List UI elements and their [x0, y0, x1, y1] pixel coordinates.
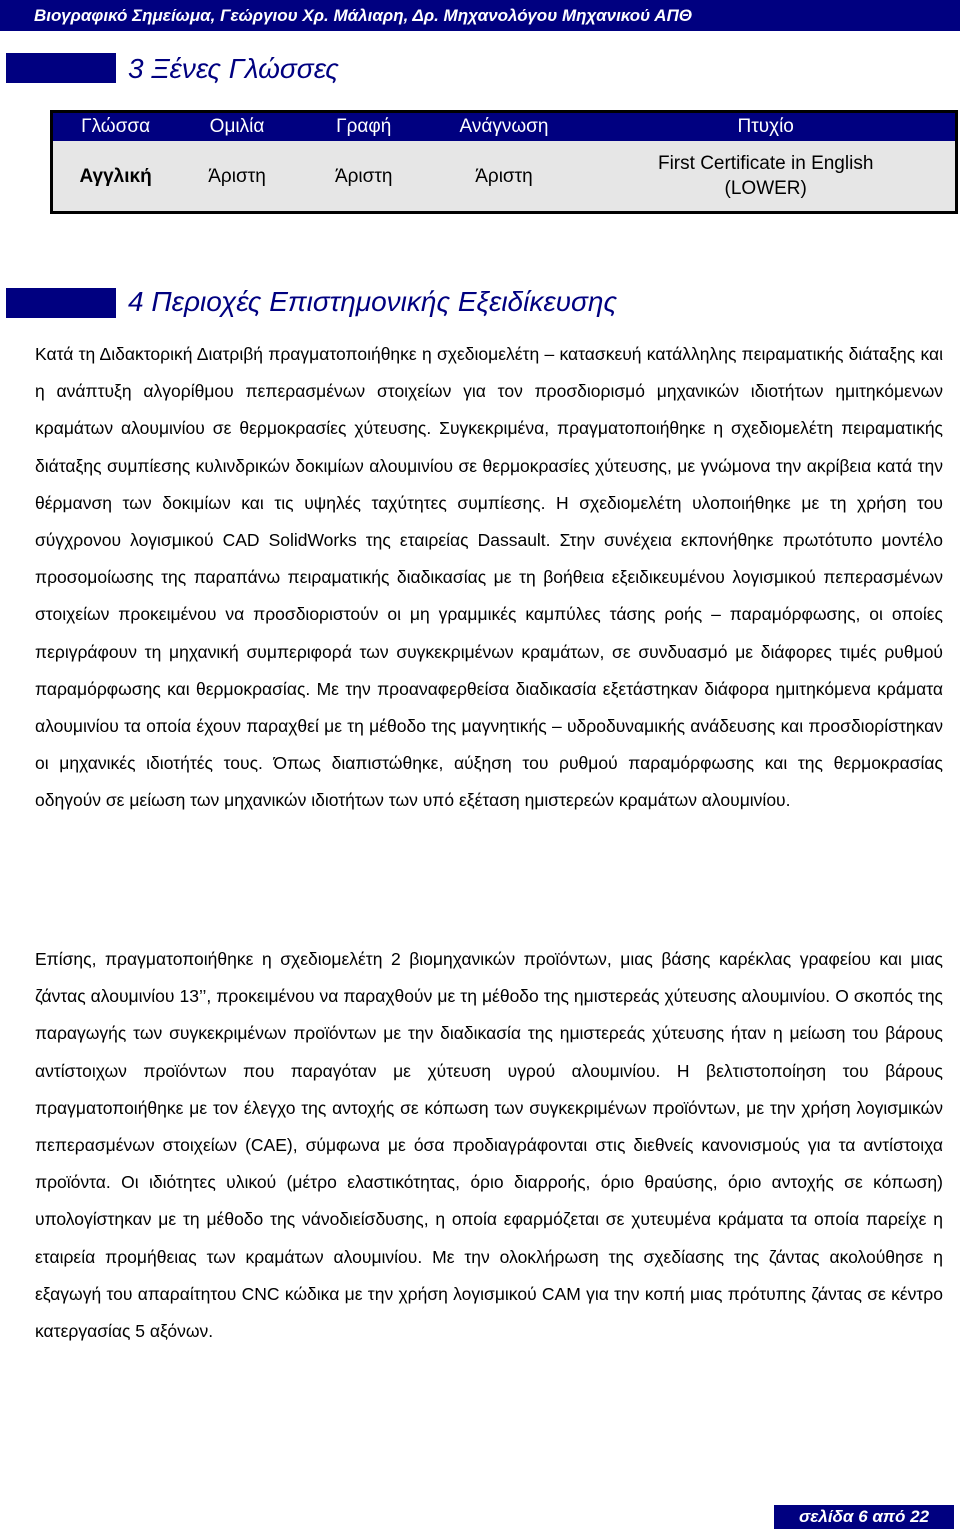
cell-reading: Άριστη — [432, 141, 577, 213]
column-header-speaking: Ομιλία — [178, 112, 296, 142]
languages-table-header-row — [52, 112, 957, 142]
document-header: Βιογραφικό Σημείωμα, Γεώργιου Χρ. Μάλιαρη, Δρ. Μηχανολόγου Μηχανικού ΑΠΘ — [0, 0, 960, 31]
expertise-paragraph-2: Επίσης, πραγματοποιήθηκε η σχεδιομελέτη 2 βιομηχανικών προϊόντων, μιας βάσης καρέκλας γραφείου και μιας ζάντας αλουμινίου 13’’, προκειμένου να παραχθούν με τη μέθοδο της ημιστερεάς χύτευσης αλουμινίου. Ο σκοπός της παραγωγής των συγκεκριμένων προϊόντων με την διαδικασία της ημιστερεάς χύτευσης ήταν η μείωση του βάρους αντίστοιχων προϊόντων που παραγόταν με χύτευση υγρού αλουμινίου. Η βελτιστοποίηση του βάρους πραγματοποιήθηκε με τον έλεγχο της αντοχής σε κόπωση των συγκεκριμένων προϊόντων, με την χρήση λογισμικών πεπερασμένων στοιχείων (CAE), σύμφωνα με όσα προδιαγράφονται στις διεθνείς κανονισμούς για τα αντίστοιχα προϊόντα. Οι ιδιότητες υλικού (μέτρο ελαστικότητας, όριο διαρροής, όριο θραύσης, όριο αντοχής σε κόπωση) υπολογίστηκαν με τη μέθοδο της νάνοδιείσδυσης, η οποία εφαρμόζεται σε χυτευμένα κράματα τα οποία παρείχε η εταιρεία προμήθειας των κραμάτων αλουμινίου. Με την ολοκλήρωση της σχεδίασης της ζάντας ακολούθησε η εξαγωγή του απαραίτητου CNC κώδικα με την χρήση λογισμικού CAM για την κοπή μιας πρότυπης ζάντας σε κέντρο κατεργασίας 5 αξόνων. — [35, 949, 943, 1342]
expertise-paragraph-1: Κατά τη Διδακτορική Διατριβή πραγματοποιήθηκε η σχεδιομελέτη – κατασκευή κατάλληλης πειραματικής διάταξης και η ανάπτυξη αλγορίθμου πεπερασμένων στοιχείων για τον προσδιορισμό μηχανικών ιδιοτήτων ημιτηκόμενων κραμάτων αλουμινίου σε θερμοκρασίες χύτευσης. Συγκεκριμένα, πραγματοποιήθηκε η σχεδιομελέτη πειραματικής διάταξης συμπίεσης κυλινδρικών δοκιμίων αλουμινίου σε θερμοκρασίες χύτευσης, με γνώμονα την ακρίβεια κατά την θέρμανση των δοκιμίων και τις υψηλές ταχύτητες συμπίεσης. Η σχεδιομελέτη υλοποιήθηκε με τη χρήση του σύγχρονου λογισμικού CAD SolidWorks της εταιρείας Dassault. Στην συνέχεια εκπονήθηκε πρωτότυπο μοντέλο προσομοίωσης της παραπάνω πειραματικής διαδικασίας με τη βοήθεια εξειδικευμένου λογισμικού πεπερασμένων στοιχείων προκειμένου να προσδιοριστούν οι μη γραμμικές καμπύλες τάσης ροής – παραμόρφωσης, οι οποίες περιγράφουν τη μηχανική συμπεριφορά των συγκεκριμένων κραμάτων, σε συνδυασμό με διάφορες τιμές ρυθμού παραμόρφωσης και θερμοκρασίας. Με την προαναφερθείσα διαδικασία εξετάστηκαν διάφορα ημιτηκόμενα κράματα αλουμινίου τα οποία έχουν παραχθεί με τη μέθοδο της μαγνητικής – υδροδυναμικής ανάδευσης και προσδιορίστηκαν οι μηχανικές ιδιοτήτές τους. Όπως διαπιστώθηκε, αύξηση του ρυθμού παραμόρφωσης και της θερμοκρασίας οδηγούν σε μείωση των μηχανικών ιδιοτήτων των υπό εξέταση ημιστερεών κραμάτων αλουμινίου. — [35, 344, 943, 811]
cell-speaking: Άριστη — [178, 141, 296, 213]
section-title-languages: 3 Ξένες Γλώσσες — [128, 53, 339, 84]
cell-language: Αγγλική — [52, 141, 179, 213]
column-header-language: Γλώσσα — [52, 112, 179, 142]
cell-degree — [576, 141, 956, 213]
cell-writing: Άριστη — [296, 141, 432, 213]
column-header-writing: Γραφή — [296, 112, 432, 142]
section-marker-block — [6, 288, 116, 318]
section-marker-block — [6, 53, 116, 83]
degree-line-1: First Certificate in English — [657, 153, 874, 174]
column-header-degree: Πτυχίο — [576, 112, 956, 142]
degree-line-2: (LOWER) — [724, 178, 807, 199]
page-number-badge: σελίδα 6 από 22 — [774, 1505, 954, 1529]
table-row — [52, 141, 957, 213]
section-title-expertise: 4 Περιοχές Επιστημονικής Εξειδίκευσης — [128, 286, 618, 317]
languages-table — [50, 110, 958, 214]
column-header-reading: Ανάγνωση — [432, 112, 577, 142]
